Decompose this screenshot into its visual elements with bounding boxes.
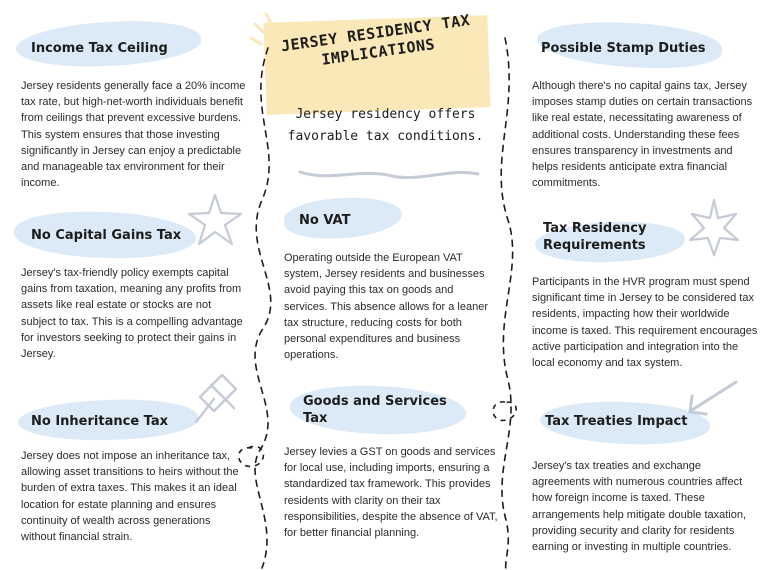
sparkle-icon <box>690 200 738 255</box>
no-capital-gains-tax-body: Jersey's tax-friendly policy exempts capital gains from taxation, meaning any profits from assets like real estate or stocks are not subject to tax. This is a compelling advantage for investors seeking to protect their gains in Jersey. <box>21 267 243 361</box>
right-divider-loop <box>493 402 516 421</box>
no-inheritance-tax-body: Jersey does not impose an inheritance tax, allowing asset transitions to heirs without the burden of extra taxes. This makes it an ideal location for estate planning and ensures continuity of wealth across generations without financial strain. <box>21 450 239 544</box>
no-inheritance-tax-heading: No Inheritance Tax <box>31 414 169 429</box>
tax-treaties-impact-heading: Tax Treaties Impact <box>545 414 688 429</box>
page-subtitle: Jersey residency offers favorable tax conditions. <box>287 107 484 144</box>
possible-stamp-duties-body: Although there's no capital gains tax, Jersey imposes stamp duties on certain transactions like real estate, necessitating awareness of additional costs. Understanding these fees ensures transparency in investments and helps residents anticipate extra financial commitments. <box>532 80 753 190</box>
arrow-icon <box>690 382 736 414</box>
possible-stamp-duties-heading: Possible Stamp Duties <box>541 41 706 56</box>
subtitle-underline <box>300 172 478 178</box>
tax-residency-requirements-heading: Tax Residency Requirements <box>543 221 647 253</box>
no-vat-heading: No VAT <box>299 213 351 228</box>
left-divider <box>255 48 271 568</box>
income-tax-ceiling-body: Jersey residents generally face a 20% income tax rate, but high-net-worth individuals benefit from ceilings that prevent excessive burdens. This system ensures that those investing significantly in Jersey can enjoy a predictable and manageable tax environment for their income. <box>21 80 246 190</box>
income-tax-ceiling-heading: Income Tax Ceiling <box>31 41 168 56</box>
page-title: JERSEY RESIDENCY TAX IMPLICATIONS <box>279 10 472 69</box>
right-divider <box>501 38 512 570</box>
no-vat-body: Operating outside the European VAT system, Jersey residents and businesses avoid paying this tax on goods and services. This absence allows for a leaner tax structure, reducing costs for both personal expenditures and business operations. <box>284 252 489 362</box>
goods-services-tax-heading: Goods and Services Tax <box>303 394 447 426</box>
tax-residency-requirements-body: Participants in the HVR program must spend significant time in Jersey to be considered tax residents, impacting how their worldwide income is taxed. This requirement encourages active participation and integration into the local economy and tax system. <box>532 276 758 370</box>
tax-treaties-impact-body: Jersey's tax treaties and exchange agreements with numerous countries affect how foreign income is taxed. These arrangements help mitigate double taxation, providing security and clarity for residents earning or investing in multiple countries. <box>532 460 747 554</box>
no-capital-gains-tax-heading: No Capital Gains Tax <box>31 228 182 243</box>
goods-services-tax-body: Jersey levies a GST on goods and services for local use, including imports, ensuring a standardized tax framework. This provides residents with clarity on their tax responsibilities, despite the absence of VAT, for better financial planning. <box>284 446 498 540</box>
